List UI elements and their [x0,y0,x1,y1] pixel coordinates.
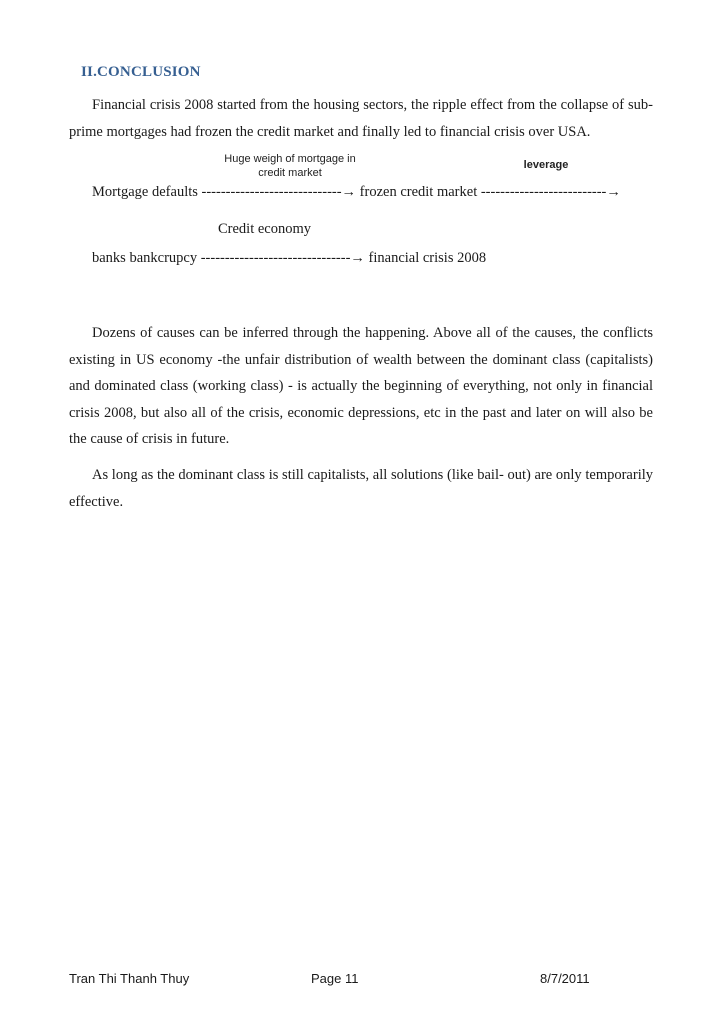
solutions-paragraph: As long as the dominant class is still capitalists, all solutions (like bail- out) are only temporarily effective. [69,467,653,510]
section-heading: II.CONCLUSION [81,64,201,80]
label-mortgage-weight: Huge weigh of mortgage in credit market [224,153,356,179]
footer-date: 8/7/2011 [540,971,590,986]
label-credit-economy: Credit economy [218,221,312,237]
flow-line-mortgage-defaults: Mortgage defaults -----------------------------→ frozen credit market --------------------------→ [92,184,621,200]
intro-paragraph: Financial crisis 2008 started from the housing sectors, the ripple effect from the collapse of sub-prime mortgages had frozen the credit market and finally led to financial crisis over USA. [69,97,653,140]
footer-page-number: Page 11 [311,971,359,986]
footer-author: Tran Thi Thanh Thuy [69,971,190,986]
causes-paragraph: Dozens of causes can be inferred through the happening. Above all of the causes, the conflicts existing in US economy -the unfair distribution of wealth between the dominant class (capitalists) and dominated class (working class) - is actually the beginning of everything, not only in financial crisis 2008, but also all of the crisis, economic depressions, etc in the past and later on will also be the cause of crisis in future. [69,325,653,447]
label-leverage: leverage [523,159,569,171]
flow-line-banks-bankruptcy: banks bankcrupcy -------------------------------→ financial crisis 2008 [92,250,487,266]
